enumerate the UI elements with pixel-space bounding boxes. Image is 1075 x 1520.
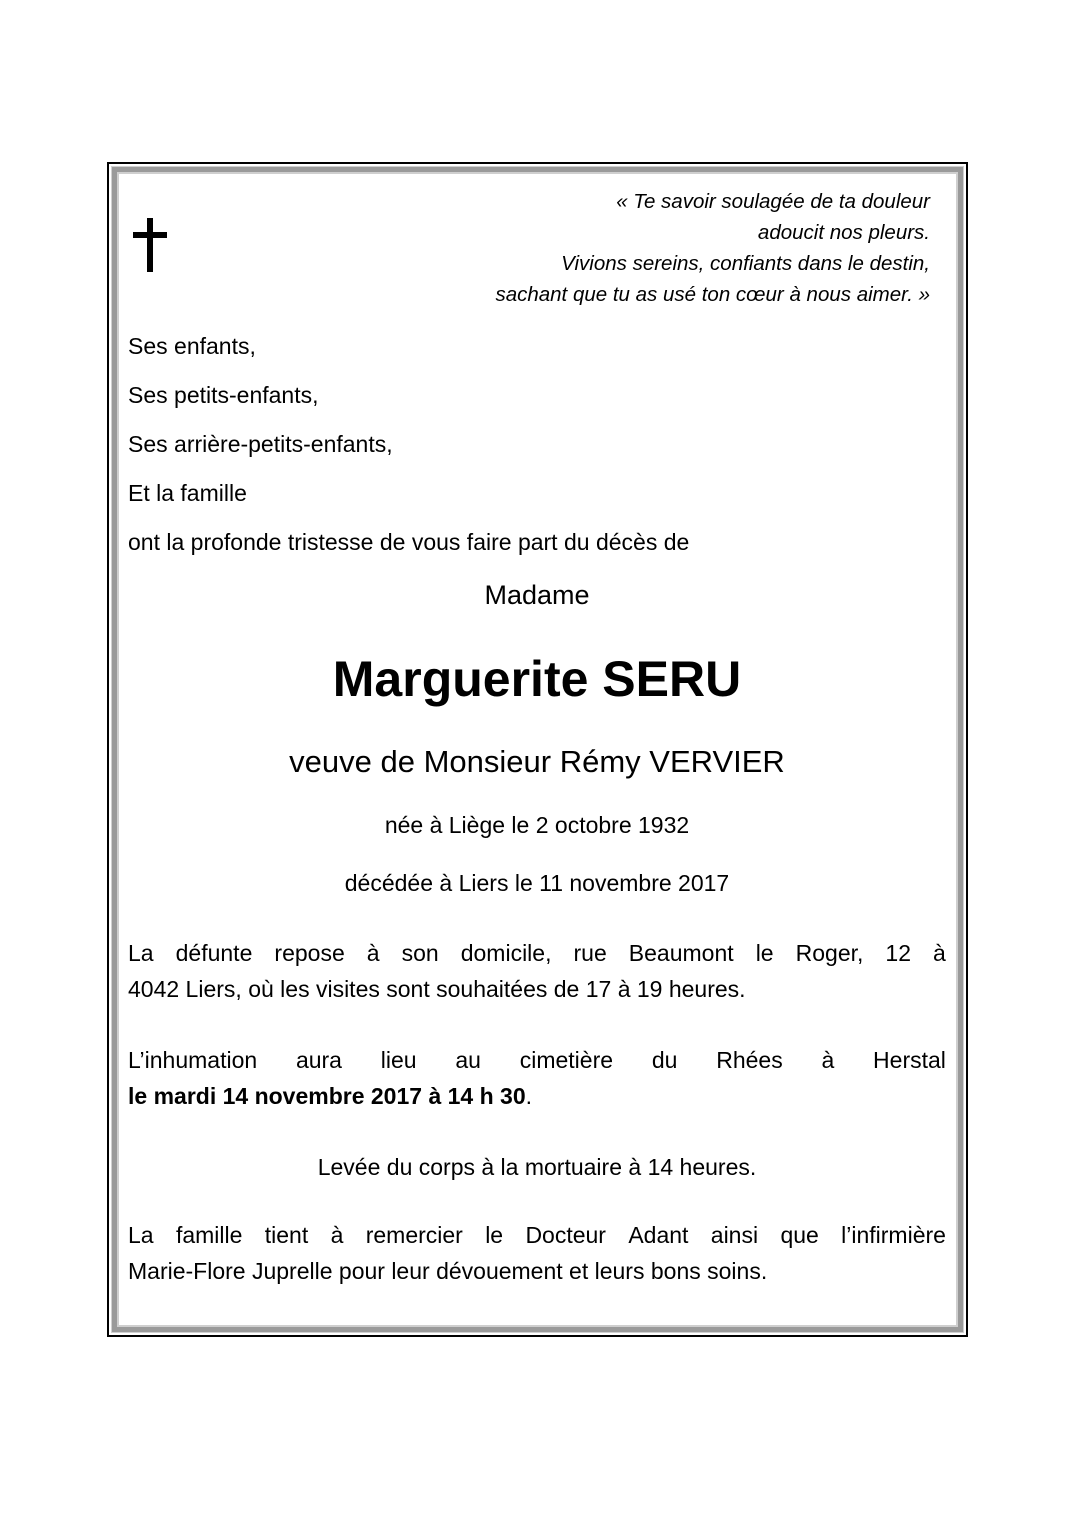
visit-word: La (128, 940, 154, 966)
burial-word: à (821, 1047, 835, 1073)
visit-line: 4042 Liers, où les visites sont souhaitées de 17 à 19 heures. (128, 976, 746, 1002)
thanks-word: tient (264, 1222, 309, 1248)
poem-quote (495, 186, 930, 310)
burial-word: Herstal (873, 1047, 946, 1073)
visit-word: rue (573, 940, 607, 966)
thanks-paragraph (128, 1217, 946, 1289)
deceased-title: Madame (484, 580, 590, 610)
visit-word: Beaumont (628, 940, 734, 966)
burial-word: L’inhumation (128, 1047, 258, 1073)
burial-word: lieu (380, 1047, 417, 1073)
poem-line: adoucit nos pleurs. (757, 221, 930, 244)
thanks-word: remercier (365, 1222, 463, 1248)
poem-line: sachant que tu as usé ton cœur à nous aimer. » (495, 283, 930, 306)
thanks-word: à (330, 1222, 344, 1248)
family-line: ont la profonde tristesse de vous faire part du décès de (128, 529, 690, 555)
burial-date-suffix: . (525, 1083, 533, 1109)
burial-word: Rhées (716, 1047, 783, 1073)
visit-word: le (755, 940, 774, 966)
visit-word: son (401, 940, 439, 966)
thanks-word: Adant (628, 1222, 689, 1248)
thanks-word: Docteur (525, 1222, 606, 1248)
widow-of: veuve de Monsieur Rémy VERVIER (289, 744, 785, 779)
cross-icon (130, 218, 170, 274)
burial-line (128, 1078, 946, 1114)
thanks-line: Marie-Flore Juprelle pour leur dévouement et leurs bons soins. (128, 1258, 768, 1284)
levee-info: Levée du corps à la mortuaire à 14 heures. (317, 1154, 757, 1180)
visit-word: 12 (885, 940, 912, 966)
family-line: Ses petits-enfants, (128, 382, 319, 408)
birth-info: née à Liège le 2 octobre 1932 (384, 812, 690, 838)
thanks-word: le (485, 1222, 504, 1248)
visit-line (128, 935, 946, 971)
burial-line (128, 1042, 946, 1078)
thanks-word: ainsi (710, 1222, 759, 1248)
thanks-word: famille (175, 1222, 243, 1248)
visit-paragraph (128, 935, 946, 1007)
deceased-name: Marguerite SERU (332, 651, 742, 707)
visit-word: à (366, 940, 380, 966)
family-announcement (128, 322, 689, 567)
burial-paragraph (128, 1042, 946, 1114)
thanks-line (128, 1217, 946, 1253)
visit-word: à (933, 940, 946, 966)
visit-word: domicile, (460, 940, 552, 966)
poem-line: « Te savoir soulagée de ta douleur (616, 190, 930, 213)
burial-word: aura (295, 1047, 342, 1073)
visit-word: repose (274, 940, 345, 966)
visit-word: défunte (175, 940, 253, 966)
burial-word: du (651, 1047, 678, 1073)
family-line: Ses arrière-petits-enfants, (128, 431, 393, 457)
thanks-word: l’infirmière (841, 1222, 946, 1248)
burial-word: cimetière (519, 1047, 614, 1073)
visit-word: Roger, (795, 940, 864, 966)
thanks-word: que (780, 1222, 819, 1248)
poem-line: Vivions sereins, confiants dans le destin, (561, 252, 930, 275)
burial-word: au (455, 1047, 481, 1073)
death-info: décédée à Liers le 11 novembre 2017 (344, 870, 730, 896)
family-line: Et la famille (128, 480, 247, 506)
family-line: Ses enfants, (128, 333, 256, 359)
burial-date: le mardi 14 novembre 2017 à 14 h 30 (128, 1083, 526, 1109)
thanks-word: La (128, 1222, 154, 1248)
